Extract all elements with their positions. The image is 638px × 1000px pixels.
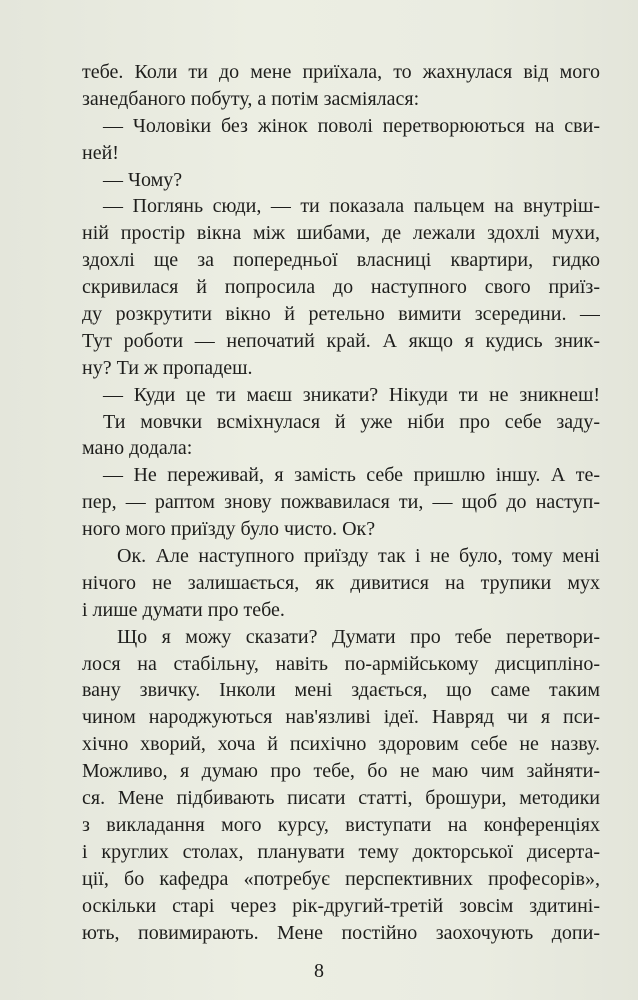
text-line: Тут роботи — непочатий край. А якщо я кудись зник- <box>82 329 600 352</box>
text-line: — Поглянь сюди, — ти показала пальцем на внутріш- <box>103 195 600 218</box>
text-line: пер, — раптом знову пожвавилася ти, — щоб до наступ- <box>82 491 600 514</box>
text-line: ції, бо кафедра «потребує перспективних професорів», <box>82 867 600 890</box>
text-line: Що я можу сказати? Думати про тебе перетвори- <box>117 625 600 648</box>
text-line: Ти мовчки всміхнулася й уже ніби про себе заду- <box>103 410 600 433</box>
text-line: хічно хворий, хоча й психічно здоровим себе не назву. <box>82 733 600 756</box>
text-line: — Чоловіки без жінок поволі перетворюються на сви- <box>103 114 600 137</box>
text-line: мано додала: <box>82 437 193 460</box>
text-line: оскільки старі через рік-другий-третій зовсім здитині- <box>82 894 600 917</box>
text-line: ють, повимирають. Мене постійно заохочують допи- <box>82 921 600 944</box>
text-line: ду розкрутити вікно й ретельно вимити зсередини. — <box>82 303 600 326</box>
text-line: тебе. Коли ти до мене приїхала, то жахнулася від мого <box>82 61 600 83</box>
text-line: занедбаного побуту, а потім засміялася: <box>82 87 420 110</box>
text-line: ній простір вікна між шибами, де лежали здохлі мухи, <box>82 222 600 245</box>
text-line: нічого не залишається, як дивитися на трупики мух <box>82 571 600 594</box>
text-line: — Чому? <box>103 168 183 191</box>
text-line: Можливо, я думаю про тебе, бо не маю чим зайняти- <box>82 760 600 783</box>
text-line: і лише думати про тебе. <box>82 598 285 621</box>
text-line: вану звичку. Інколи мені здається, що саме таким <box>82 679 600 702</box>
body-text <box>82 59 600 946</box>
text-line: ну? Ти ж пропадеш. <box>82 356 253 379</box>
text-line: ся. Мене підбивають писати статті, брошури, методики <box>82 787 600 810</box>
text-line: Ок. Але наступного приїзду так і не було, тому мені <box>117 545 600 568</box>
text-line: лося на стабільну, навіть по-армійському дисципліно- <box>82 652 600 675</box>
text-line: ного мого приїзду було чисто. Ок? <box>82 518 376 541</box>
text-line: — Куди це ти маєш зникати? Нікуди ти не зникнеш! <box>103 383 600 406</box>
text-line: здохлі ще за попередньої власниці квартири, гидко <box>82 249 600 272</box>
text-line: — Не переживай, я замість себе пришлю іншу. А те- <box>103 464 600 487</box>
page-number: 8 <box>314 960 324 982</box>
text-line: з викладання мого курсу, виступати на конференціях <box>82 813 600 836</box>
text-line: ней! <box>82 141 119 164</box>
text-line: і круглих столах, планувати тему докторської дисерта- <box>82 840 600 863</box>
text-line: скривилася й попросила до наступного свого приїз- <box>82 276 600 299</box>
text-line: чином народжуються нав'язливі ідеї. Навряд чи я пси- <box>82 706 600 729</box>
